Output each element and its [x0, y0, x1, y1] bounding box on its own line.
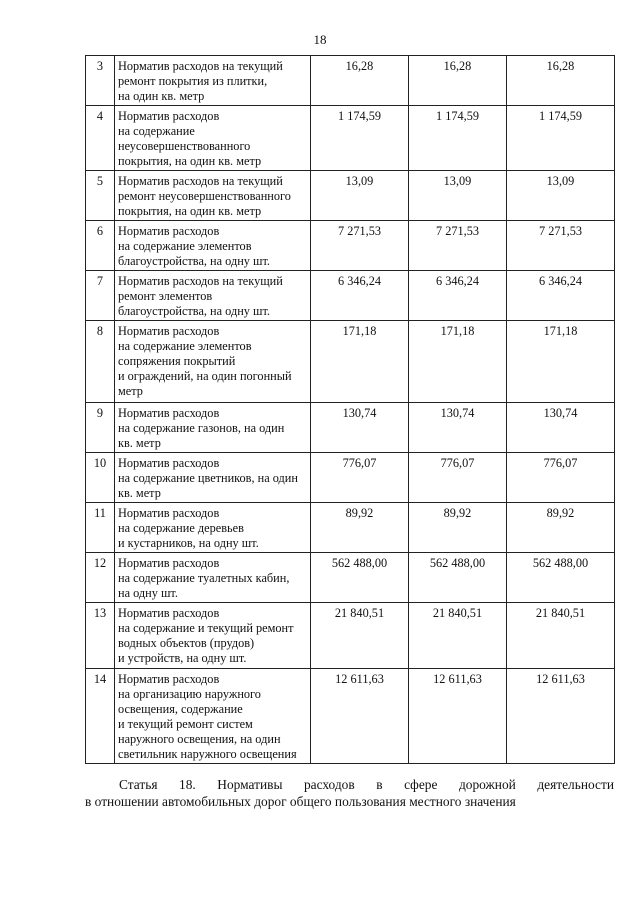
table-row — [86, 271, 615, 321]
description-line: Норматив расходов — [118, 456, 220, 470]
value-cell-3: 1 174,59 — [507, 106, 615, 171]
table-row — [86, 321, 615, 403]
description-line: благоустройства, на одну шт. — [118, 254, 271, 268]
row-description — [115, 403, 311, 453]
description-line: Норматив расходов — [118, 324, 220, 338]
description-line: на один кв. метр — [118, 89, 205, 103]
description-line: Норматив расходов — [118, 109, 220, 123]
table-row — [86, 56, 615, 106]
description-line: Норматив расходов на текущий — [118, 59, 283, 73]
description-line: Норматив расходов на текущий — [118, 274, 283, 288]
description-line: Норматив расходов — [118, 556, 220, 570]
row-number: 10 — [86, 453, 115, 503]
value-cell-3: 16,28 — [507, 56, 615, 106]
description-line: Норматив расходов — [118, 506, 220, 520]
value-cell-3: 562 488,00 — [507, 553, 615, 603]
description-line: на содержание элементов — [118, 239, 252, 253]
row-description — [115, 321, 311, 403]
row-description — [115, 171, 311, 221]
article-heading-line-1: Статья 18. Нормативы расходов в сфере дорожной деятельности — [119, 777, 614, 792]
row-number: 11 — [86, 503, 115, 553]
description-line: на содержание элементов — [118, 339, 252, 353]
description-line: на содержание цветников, на один — [118, 471, 298, 485]
value-cell-1: 562 488,00 — [311, 553, 409, 603]
norms-table-body — [86, 56, 615, 764]
description-line: метр — [118, 384, 143, 398]
row-number: 4 — [86, 106, 115, 171]
value-cell-2: 776,07 — [409, 453, 507, 503]
value-cell-2: 21 840,51 — [409, 603, 507, 669]
norms-table — [85, 55, 615, 764]
description-line: неусовершенствованного — [118, 139, 251, 153]
description-line: и кустарников, на одну шт. — [118, 536, 259, 550]
row-number: 7 — [86, 271, 115, 321]
description-line: Норматив расходов — [118, 406, 220, 420]
description-line: на содержание туалетных кабин, — [118, 571, 290, 585]
row-description — [115, 106, 311, 171]
value-cell-1: 16,28 — [311, 56, 409, 106]
value-cell-1: 130,74 — [311, 403, 409, 453]
description-line: на содержание — [118, 124, 195, 138]
description-line: Норматив расходов на текущий — [118, 174, 283, 188]
row-description — [115, 453, 311, 503]
row-description — [115, 271, 311, 321]
row-description — [115, 221, 311, 271]
value-cell-2: 562 488,00 — [409, 553, 507, 603]
value-cell-1: 776,07 — [311, 453, 409, 503]
value-cell-3: 21 840,51 — [507, 603, 615, 669]
row-description — [115, 669, 311, 764]
value-cell-2: 130,74 — [409, 403, 507, 453]
description-line: ремонт элементов — [118, 289, 213, 303]
description-line: кв. метр — [118, 486, 161, 500]
row-description — [115, 56, 311, 106]
description-line: на содержание и текущий ремонт — [118, 621, 294, 635]
description-line: ремонт покрытия из плитки, — [118, 74, 268, 88]
value-cell-2: 12 611,63 — [409, 669, 507, 764]
row-description — [115, 603, 311, 669]
article-heading — [85, 776, 614, 810]
value-cell-3: 6 346,24 — [507, 271, 615, 321]
row-number: 6 — [86, 221, 115, 271]
description-line: водных объектов (прудов) — [118, 636, 255, 650]
value-cell-2: 7 271,53 — [409, 221, 507, 271]
table-row — [86, 403, 615, 453]
value-cell-3: 776,07 — [507, 453, 615, 503]
table-row — [86, 106, 615, 171]
description-line: и устройств, на одну шт. — [118, 651, 247, 665]
row-description — [115, 553, 311, 603]
page-number: 18 — [313, 32, 327, 47]
row-number: 14 — [86, 669, 115, 764]
table-row — [86, 503, 615, 553]
table-row — [86, 553, 615, 603]
value-cell-1: 6 346,24 — [311, 271, 409, 321]
value-cell-1: 171,18 — [311, 321, 409, 403]
value-cell-1: 89,92 — [311, 503, 409, 553]
value-cell-3: 12 611,63 — [507, 669, 615, 764]
description-line: наружного освещения, на один — [118, 732, 281, 746]
description-line: светильник наружного освещения — [118, 747, 297, 761]
description-line: Норматив расходов — [118, 606, 220, 620]
row-number: 9 — [86, 403, 115, 453]
value-cell-1: 7 271,53 — [311, 221, 409, 271]
description-line: освещения, содержание — [118, 702, 243, 716]
row-number: 8 — [86, 321, 115, 403]
table-row — [86, 669, 615, 764]
value-cell-3: 130,74 — [507, 403, 615, 453]
value-cell-3: 13,09 — [507, 171, 615, 221]
table-row — [86, 453, 615, 503]
description-line: на организацию наружного — [118, 687, 261, 701]
description-line: и ограждений, на один погонный — [118, 369, 292, 383]
value-cell-1: 21 840,51 — [311, 603, 409, 669]
table-row — [86, 171, 615, 221]
description-line: сопряжения покрытий — [118, 354, 236, 368]
article-heading-line-2: в отношении автомобильных дорог общего пользования местного значения — [85, 794, 516, 809]
description-line: кв. метр — [118, 436, 161, 450]
description-line: благоустройства, на одну шт. — [118, 304, 271, 318]
description-line: и текущий ремонт систем — [118, 717, 253, 731]
description-line: на содержание деревьев — [118, 521, 244, 535]
description-line: ремонт неусовершенствованного — [118, 189, 291, 203]
description-line: покрытия, на один кв. метр — [118, 154, 262, 168]
table-row — [86, 603, 615, 669]
description-line: на одну шт. — [118, 586, 178, 600]
description-line: Норматив расходов — [118, 224, 220, 238]
row-number: 13 — [86, 603, 115, 669]
value-cell-1: 13,09 — [311, 171, 409, 221]
value-cell-3: 171,18 — [507, 321, 615, 403]
value-cell-1: 1 174,59 — [311, 106, 409, 171]
value-cell-2: 16,28 — [409, 56, 507, 106]
description-line: на содержание газонов, на один — [118, 421, 285, 435]
row-number: 3 — [86, 56, 115, 106]
description-line: Норматив расходов — [118, 672, 220, 686]
row-number: 5 — [86, 171, 115, 221]
row-number: 12 — [86, 553, 115, 603]
value-cell-2: 13,09 — [409, 171, 507, 221]
value-cell-2: 89,92 — [409, 503, 507, 553]
value-cell-1: 12 611,63 — [311, 669, 409, 764]
value-cell-2: 171,18 — [409, 321, 507, 403]
description-line: покрытия, на один кв. метр — [118, 204, 262, 218]
value-cell-2: 1 174,59 — [409, 106, 507, 171]
table-row — [86, 221, 615, 271]
row-description — [115, 503, 311, 553]
value-cell-2: 6 346,24 — [409, 271, 507, 321]
value-cell-3: 89,92 — [507, 503, 615, 553]
value-cell-3: 7 271,53 — [507, 221, 615, 271]
